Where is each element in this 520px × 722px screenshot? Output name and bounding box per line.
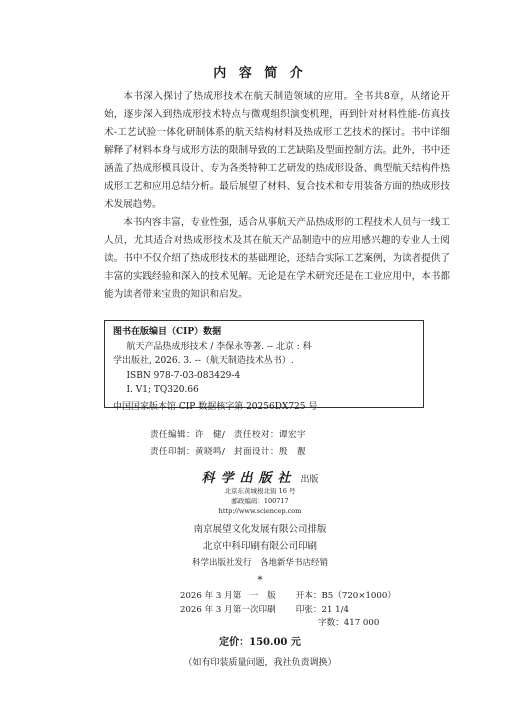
credit-name: 谭宏宇: [279, 430, 307, 440]
credits-row: 责任编辑：许 健/责任校对：谭宏宇: [150, 427, 450, 444]
price: 定价：150.00 元: [219, 637, 301, 648]
cip-record-number: 中国国家版本馆 CIP 数据核字第 20256DX725 号: [113, 401, 318, 412]
publisher-address: 北京东黄城根北街 16 号: [224, 487, 296, 495]
cip-isbn: ISBN 978-7-03-083429-4: [126, 370, 241, 381]
word-count: 字数：417 000: [318, 618, 380, 628]
cip-classification: Ⅰ. V1; TQ320.66: [126, 385, 199, 395]
publisher-website: http://www.sciencep.com: [218, 507, 302, 515]
credit-label: 责任编辑：: [150, 430, 196, 440]
sheet-count: 印张：21 1/4: [295, 604, 349, 615]
printing-date: 2026 年 3 月第一次印刷: [180, 604, 276, 615]
publisher-suffix: 出版: [300, 475, 319, 485]
summary-paragraph: 本书深入探讨了热成形技术在航天制造领域的应用。全书共8章，从绪论开始，逐步深入到热成形技术特点与微观组织演变机理，再到针对材料性能-仿真技术-工艺试验一体化研制体系的航天结构材料及热成形工艺技术的探讨。书中详细解释了材料本身与成形方法的限制导致的工艺缺陷及型面控制方法。此外，书中还涵盖了热成形模具设计、专为各类特种工艺研发的热成形设备、典型航天结构件热成形工艺和应用总结分析。最后展望了材料、复合技术和专用装备方面的热成形技术发展趋势。: [104, 91, 450, 210]
quality-notice: （如有印装质量问题，我社负责调换）: [183, 658, 337, 668]
credits-row: 责任印制：黄晓鸣/封面设计：殷 靓: [150, 444, 450, 461]
summary-body: [104, 88, 450, 304]
publisher-block: [0, 467, 520, 516]
credit-label: 责任印制：: [150, 447, 196, 457]
edition-info: [180, 590, 480, 631]
format-size: 开本：B5（720×1000）: [295, 591, 396, 601]
summary-paragraph: 本书内容丰富，专业性强，适合从事航天产品热成形的工程技术人员与一线工人员，尤其适合对热成形技术及其在航天产品制造中的应用感兴趣的专业人士阅读。书中不仅介绍了热成形技术的基础理论，还结合实际工艺案例，为读者提供了丰富的实践经验和深入的技术见解。无论是在学术研究还是在工业应用中，本书都能为读者带来宝贵的知识和启发。: [104, 217, 450, 300]
cip-heading: 图书在版编目（CIP）数据: [113, 327, 222, 337]
printer: 北京中科印刷有限公司印刷: [202, 541, 317, 552]
credit-label: 责任校对：: [234, 430, 280, 440]
distribution: 科学出版社发行 各地新华书店经销: [191, 558, 328, 568]
credit-name: 许 健: [195, 430, 223, 440]
typesetter: 南京展望文化发展有限公司排版: [193, 524, 327, 535]
publisher-postcode: 邮政编码：100717: [231, 497, 289, 505]
credit-label: 封面设计：: [234, 447, 280, 457]
separator-asterisk: *: [257, 575, 263, 586]
summary-title: 内 容 简 介: [213, 66, 307, 81]
credit-name: 殷 靓: [279, 447, 307, 457]
credit-name: 黄晓鸣: [195, 447, 223, 457]
cip-line: 航天产品热成形技术 / 李保永等著. -- 北京 : 科: [126, 341, 312, 352]
cip-line: 学出版社, 2026. 3. --（航天制造技术丛书）.: [113, 356, 294, 366]
edition-date: 2026 年 3 月第 一 版: [180, 591, 276, 601]
credits: [150, 427, 450, 461]
publisher-logo: 科学出版社: [201, 471, 297, 486]
cip-box: [104, 320, 424, 412]
printing-info: [0, 521, 520, 572]
